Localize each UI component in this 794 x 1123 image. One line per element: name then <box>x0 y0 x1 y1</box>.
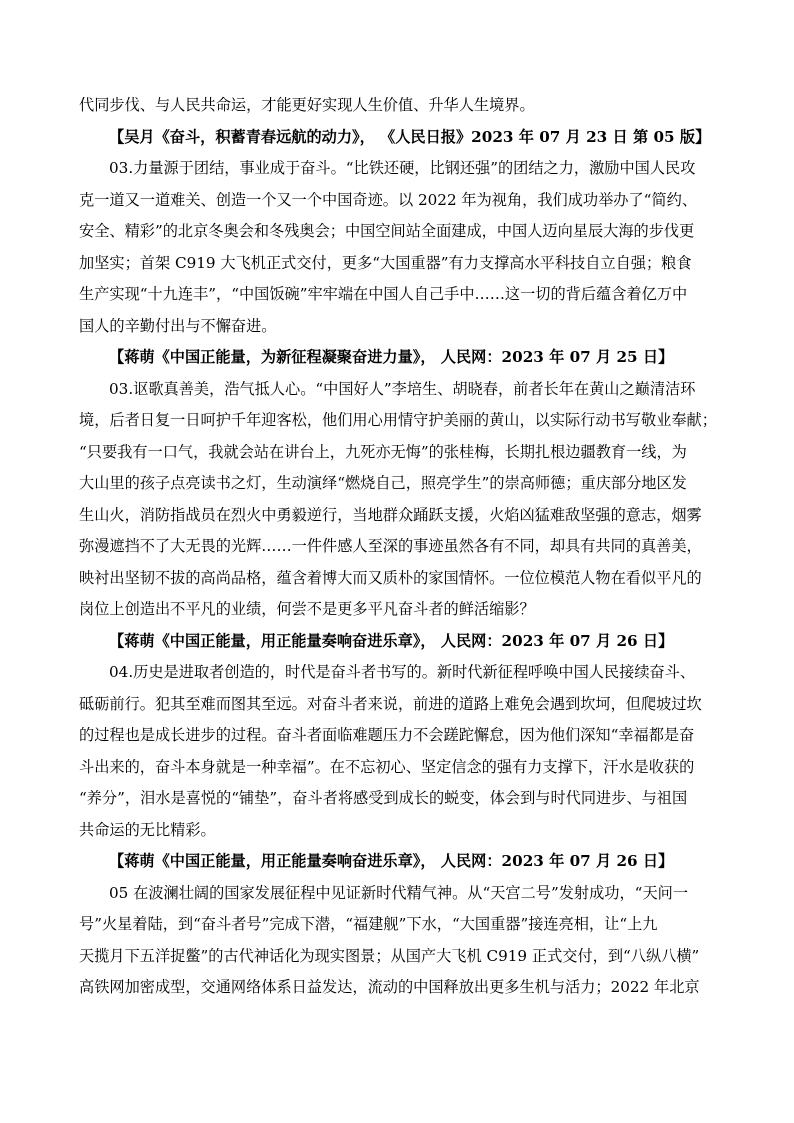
source-citation: 【蒋萌《中国正能量，用正能量奏响奋进乐章》， 人民网：2023 年 07 月 26 日】 <box>109 631 674 650</box>
paragraph-03-unity: 03.力量源于团结，事业成于奋斗。“比铁还硬，比钢还强”的团结之力，激励中国人民攻 克一道又一道难关、创造一个又一个中国奇迹。以 2022 年为视角，我们成功举办了“简约、 安全、精彩”的北京冬奥会和冬残奥会；中国空间站全面建成，中国人迈向星辰大海的步伐更 加坚实；首架 C919 大飞机正式交付，更多“大国重器”有力支撑高水平科技自立自强；粮食 生产实现“十九连丰”，“中国饭碗”牢牢端在中国人自己手中……这一切的背后蕴含着亿万中 国人的辛勤付出与不懈奋进。 <box>79 159 698 335</box>
source-citation: 【蒋萌《中国正能量，为新征程凝聚奋进力量》， 人民网：2023 年 07 月 25 日】 <box>109 348 674 366</box>
source-citation: 【蒋萌《中国正能量，用正能量奏响奋进乐章》， 人民网：2023 年 07 月 26 日】 <box>109 852 674 870</box>
paragraph-continuation: 代同步伐、与人民共命运，才能更好实现人生价值、升华人生境界。 <box>79 96 535 114</box>
document-body <box>79 90 717 1004</box>
source-citation: 【吴月《奋斗，积蓄青春远航的动力》， 《人民日报》2023 年 07 月 23 日 第 05 版】 <box>109 127 711 146</box>
paragraph-03-virtue: 03.讴歌真善美，浩气抵人心。“中国好人”李培生、胡晓春，前者长年在黄山之巅清洁环 境，后者日复一日呵护千年迎客松，他们用心用情守护美丽的黄山，以实际行动书写敬业奉献； “只要我有一口气，我就会站在讲台上，九死亦无悔”的张桂梅，长期扎根边疆教育一线，为 大山里的孩子点亮读书之灯，生动演绎“燃烧自己，照亮学生”的崇高师德；重庆部分地区发 生山火，消防指战员在烈火中勇毅逆行，当地群众踊跃支援，火焰凶猛难敌坚强的意志，烟雾 弥漫遮挡不了大无畏的光辉……一件件感人至深的事迹虽然各有不同，却具有共同的真善美， 映衬出坚韧不拔的高尚品格，蕴含着博大而又质朴的家国情怀。一位位模范人物在看似平凡的 岗位上创造出不平凡的业绩，何尝不是更多平凡奋斗者的鲜活缩影？ <box>79 379 717 618</box>
paragraph-05-new-era: 05 在波澜壮阔的国家发展征程中见证新时代精气神。从“天宫二号”发射成功，“天问一 号”火星着陆，到“奋斗者号”完成下潜，“福建舰”下水，“大国重器”接连亮相，让“上九 天揽月下五洋捉鳖”的古代神话化为现实图景；从国产大飞机 C919 正式交付，到“八纵八横” 高铁网加密成型，交通网络体系日益发达，流动的中国释放出更多生机与活力；2022 年北京 <box>79 883 700 996</box>
paragraph-04-history: 04.历史是进取者创造的，时代是奋斗者书写的。新时代新征程呼唤中国人民接续奋斗、 砥砺前行。犯其至难而图其至远。对奋斗者来说，前进的道路上难免会遇到坎坷，但爬坡过坎 的过程也是成长进步的过程。奋斗者面临难题压力不会蹉跎懈怠，因为他们深知“幸福都是奋 斗出来的，奋斗本身就是一种幸福”。在不忘初心、坚定信念的强有力支撑下，汗水是收获的 “养分”，泪水是喜悦的“铺垫”，奋斗者将感受到成长的蜕变，体会到与时代同进步、与祖国 共命运的无比精彩。 <box>79 663 702 839</box>
